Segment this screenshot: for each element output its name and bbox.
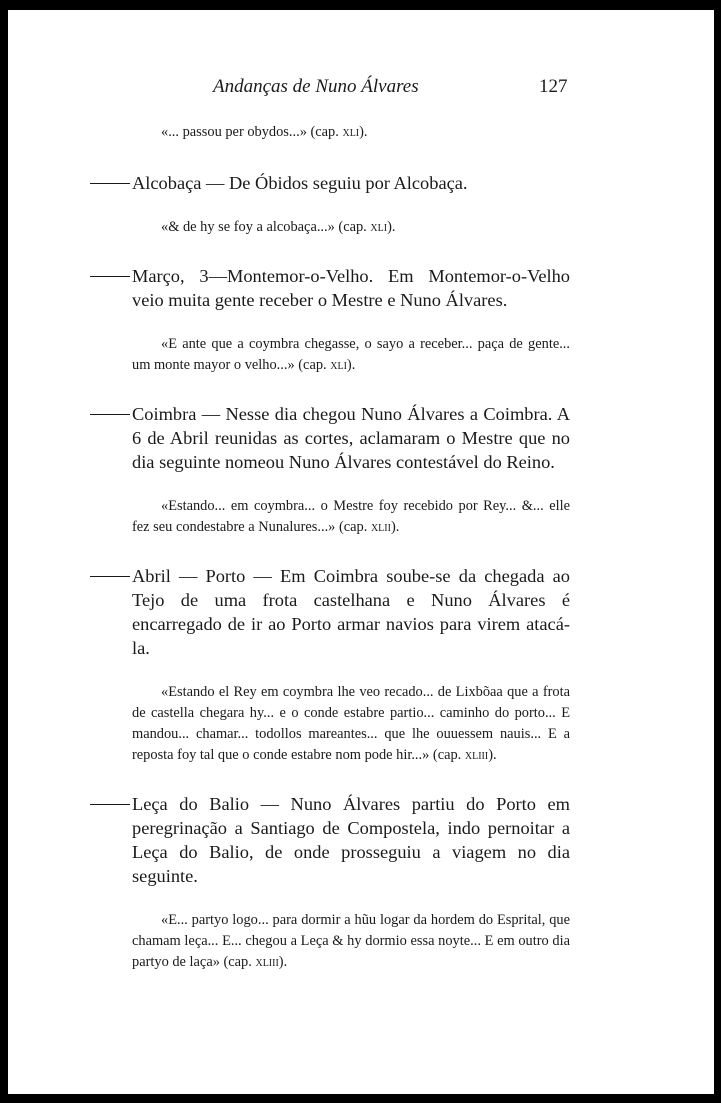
entry-alcobaca: Alcobaça — De Óbidos seguiu por Alcobaça.: [90, 171, 570, 195]
running-title: Andanças de Nuno Álvares: [213, 76, 419, 97]
em-rule: [90, 414, 130, 415]
entry-coimbra: Coimbra — Nesse dia chegou Nuno Álvares a Coimbra. A 6 de Abril reunidas as cortes, aclamaram o Mestre que no dia seguinte nomeou Nuno Álvares contestável do Reino.: [90, 402, 570, 474]
quote-obidos: «... passou per obydos...» (cap. xli).: [161, 124, 368, 140]
book-page: [8, 10, 714, 1094]
page-number: 127: [539, 76, 568, 97]
em-rule: [90, 804, 130, 805]
page-header: [8, 76, 714, 106]
quote-alcobaca: «& de hy se foy a alcobaça...» (cap. xli).: [161, 219, 396, 235]
quote-leca: «E... partyo logo... para dormir a hũu logar da hordem do Esprital, que chamam leça... E... chegou a Leça & hy dormio essa noyte... E em outro dia partyo de laça» (cap. xliii).: [132, 912, 570, 970]
entry-porto: Abril — Porto — Em Coimbra soube-se da chegada ao Tejo de uma frota castelhana e Nuno Álvares é encarregado de ir ao Porto armar navios para virem atacá-la.: [90, 564, 570, 660]
entry-leca: Leça do Balio — Nuno Álvares partiu do Porto em peregrinação a Santiago de Compostela, indo pernoitar a Leça do Balio, de onde prosseguiu a viagem no dia seguinte.: [90, 792, 570, 888]
quote-coimbra: «Estando... em coymbra... o Mestre foy recebido por Rey... &... elle fez seu condestabre a Nunalures...» (cap. xlii).: [132, 498, 570, 535]
em-rule: [90, 183, 130, 184]
quote-montemor: «E ante que a coymbra chegasse, o sayo a receber... paça de gente... um monte mayor o velho...» (cap. xli).: [132, 336, 570, 373]
page-body: [90, 122, 570, 973]
entry-montemor: Março, 3—Montemor-o-Velho. Em Montemor-o-Velho veio muita gente receber o Mestre e Nuno Álvares.: [90, 264, 570, 312]
quote-porto: «Estando el Rey em coymbra lhe veo recado... de Lixbõaa que a frota de castella chegara hy... e o conde estabre partio... caminho do porto... E mandou... chamar... todollos mareantes... que lhe ouuessem nauis... E a reposta foy tal que o conde estabre nom pode hir...» (cap. xliii).: [132, 684, 570, 763]
em-rule: [90, 576, 130, 577]
em-rule: [90, 276, 130, 277]
